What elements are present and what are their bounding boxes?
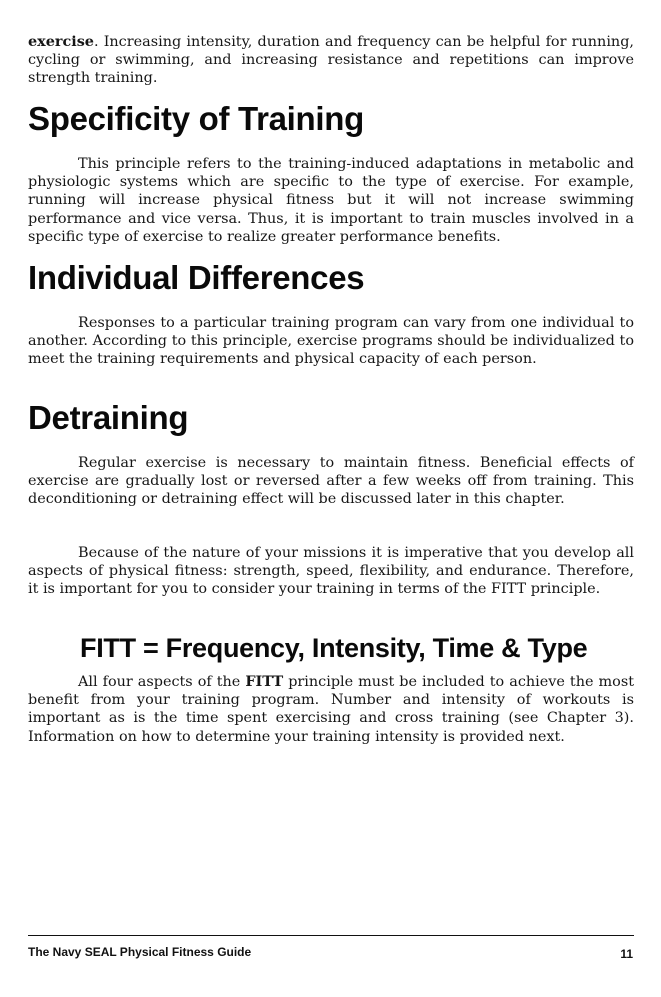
paragraph-fitt-intro: Because of the nature of your missions it is imperative that you develop all aspects of physical fitness: strength, speed, flexibility, and endurance. Therefore, it is important for you to consider your training in terms of the FITT principle. (28, 545, 634, 598)
footer-page-number: 11 (620, 947, 633, 961)
intro-text: . Increasing intensity, duration and frequency can be helpful for running, cycling or swimming, and increasing resistance and repetitions can improve strength training. (28, 34, 634, 87)
heading-detraining: Detraining (28, 399, 189, 436)
paragraph-specificity: This principle refers to the training-induced adaptations in metabolic and physiologic systems which are specific to the type of exercise. For example, running will increase physical fitness but it will not increase swimming performance and vice versa. Thus, it is important to train muscles involved in a specific type of exercise to realize greater performance benefits. (28, 156, 634, 245)
intro-bold-word: exercise (28, 33, 94, 50)
heading-individual-differences: Individual Differences (28, 259, 365, 296)
paragraph-individual-differences: Responses to a particular training program can vary from one individual to another. According to this principle, exercise programs should be individualized to meet the training requirements and physical capacity of each person. (28, 315, 634, 368)
fitt-text-before: All four aspects of the (78, 674, 246, 690)
intro-paragraph (28, 33, 634, 88)
footer-divider (28, 935, 634, 936)
paragraph-detraining: Regular exercise is necessary to maintain fitness. Beneficial effects of exercise are gradually lost or reversed after a few weeks off from training. This deconditioning or detraining effect will be discussed later in this chapter. (28, 455, 634, 508)
heading-specificity: Specificity of Training (28, 100, 364, 137)
fitt-text-after: principle must be included to achieve the most benefit from your training program. Number and intensity of workouts is important as is the time spent exercising and cross training (see Chapter 3). Information on how to determine your training intensity is provided next. (28, 674, 634, 745)
paragraph-fitt (28, 673, 634, 746)
subheading-fitt: FITT = Frequency, Intensity, Time & Type (80, 633, 588, 663)
footer-book-title: The Navy SEAL Physical Fitness Guide (28, 945, 252, 959)
fitt-bold: FITT (245, 673, 284, 690)
